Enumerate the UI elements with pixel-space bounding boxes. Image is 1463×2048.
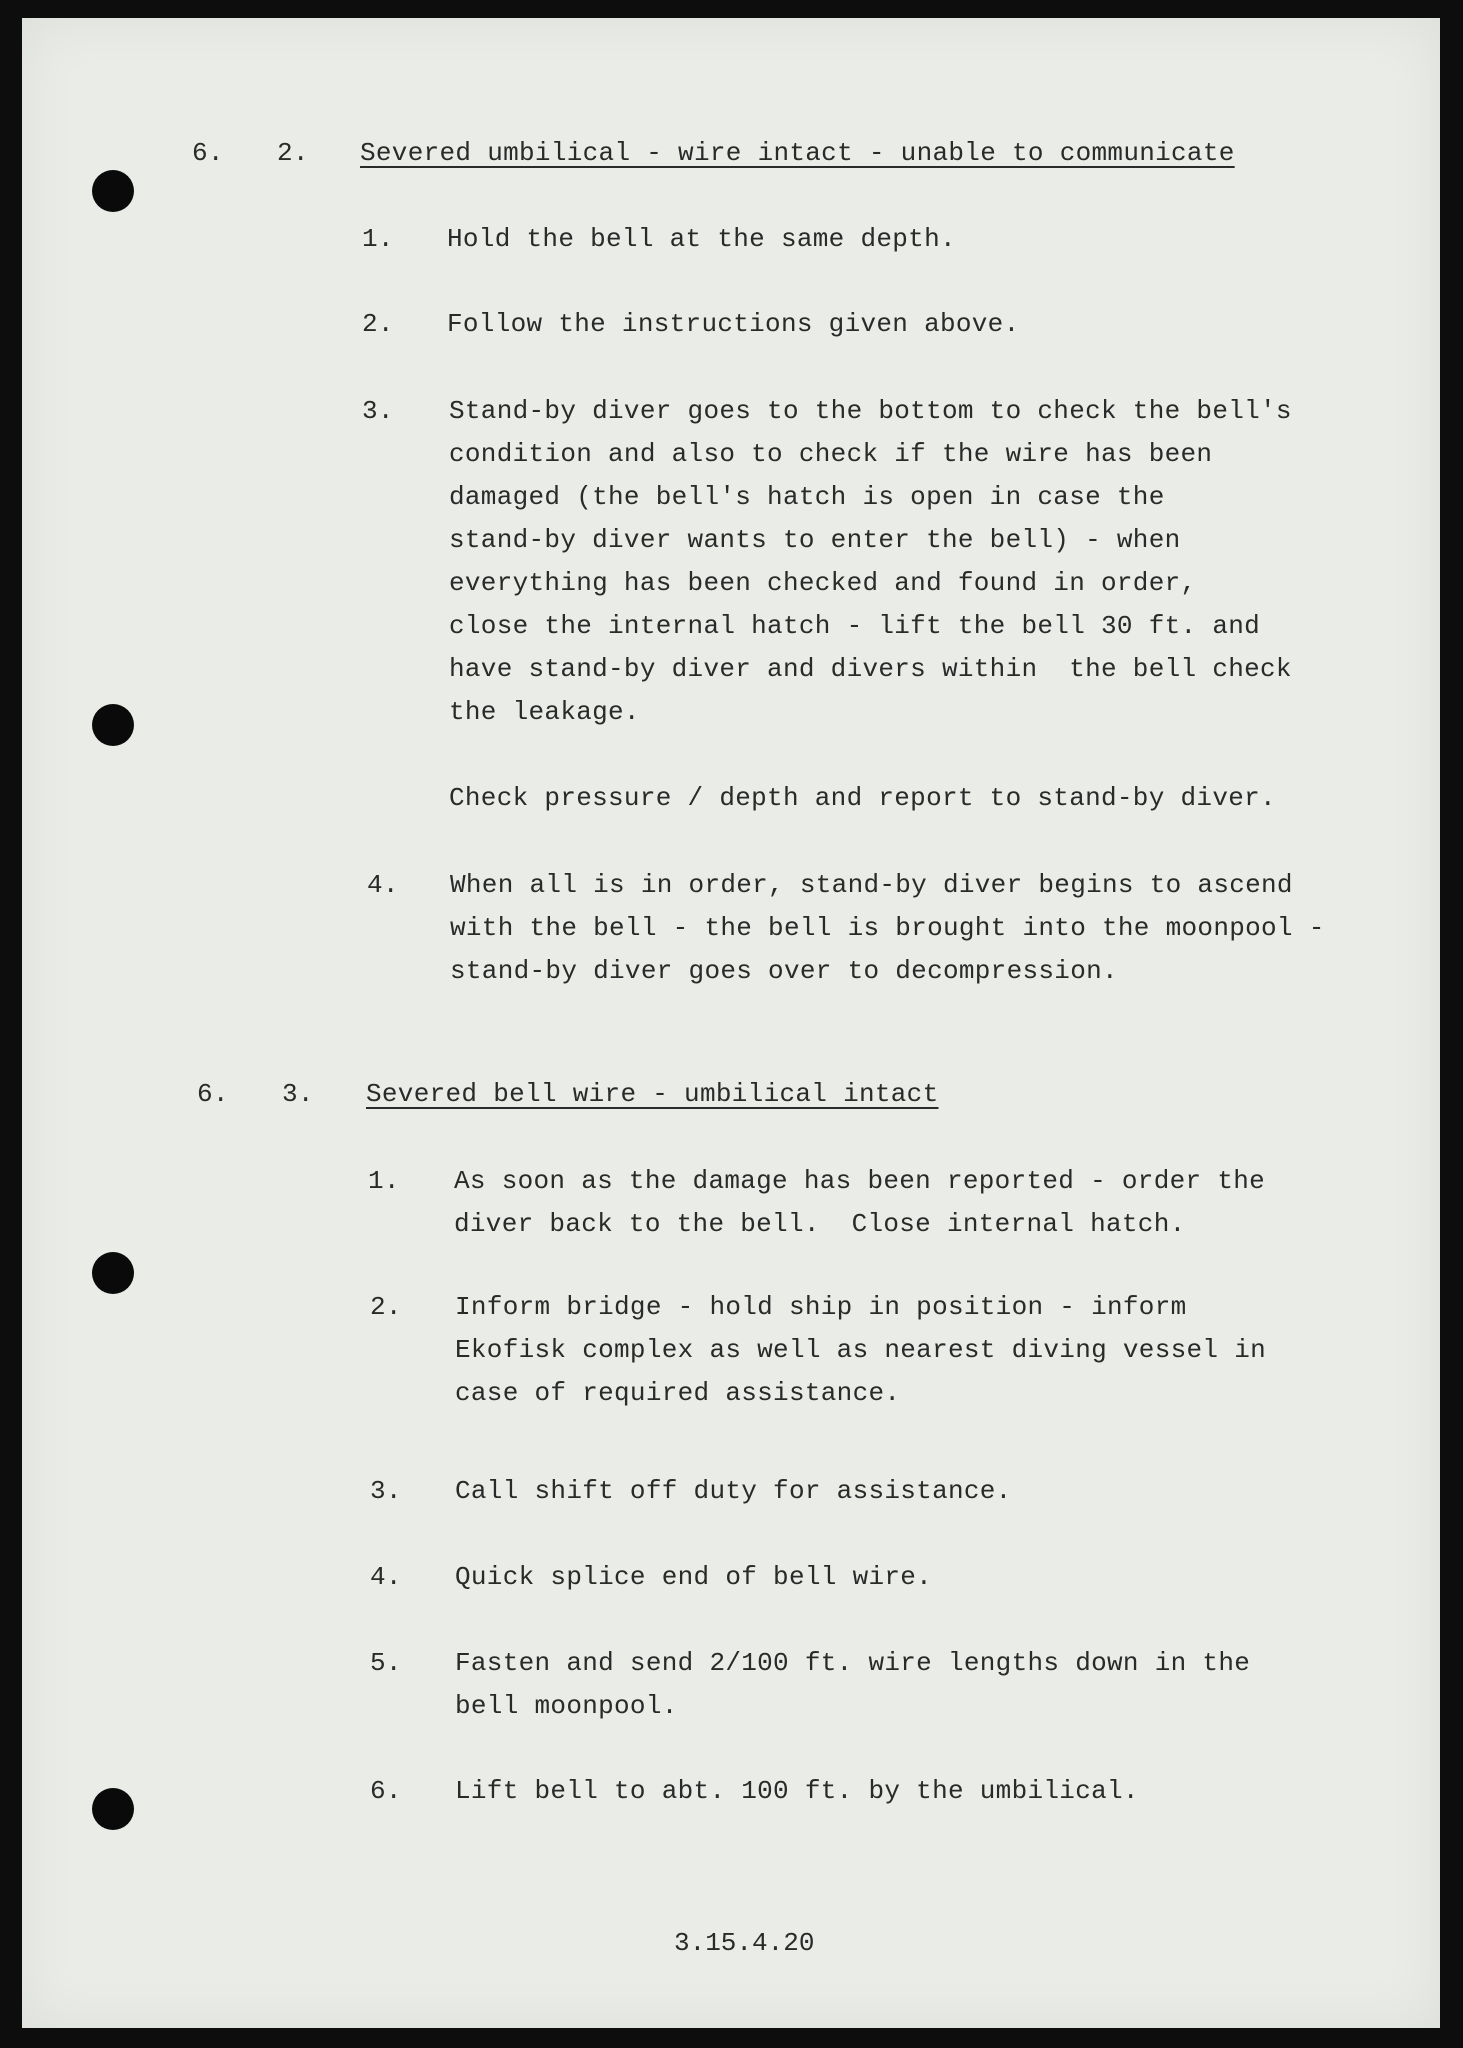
item-number: 4.	[367, 870, 399, 900]
item-text: Hold the bell at the same depth.	[447, 224, 956, 254]
item-number: 3.	[362, 396, 394, 426]
item-text: Ekofisk complex as well as nearest diving vessel in	[455, 1335, 1267, 1365]
item-text: stand-by diver goes over to decompression.	[450, 956, 1118, 986]
item-number: 1.	[362, 224, 394, 254]
punch-hole	[92, 704, 134, 746]
item-text: Follow the instructions given above.	[447, 309, 1020, 339]
item-text: As soon as the damage has been reported - order the	[454, 1166, 1266, 1196]
item-text: stand-by diver wants to enter the bell) - when	[449, 525, 1181, 555]
page-number: 3.15.4.20	[674, 1928, 815, 1958]
document-page	[22, 18, 1440, 2028]
section-heading: Severed bell wire - umbilical intact	[366, 1079, 939, 1109]
item-text: close the internal hatch - lift the bell 30 ft. and	[449, 611, 1261, 641]
punch-hole	[92, 170, 134, 212]
item-text: Inform bridge - hold ship in position - inform	[455, 1292, 1187, 1322]
item-text: Call shift off duty for assistance.	[455, 1476, 1012, 1506]
item-text: condition and also to check if the wire has been	[449, 439, 1213, 469]
item-number: 2.	[362, 309, 394, 339]
item-number: 4.	[370, 1562, 402, 1592]
item-text: Stand-by diver goes to the bottom to check the bell's	[449, 396, 1292, 426]
item-text: bell moonpool.	[455, 1691, 678, 1721]
section-number: 6.	[192, 138, 224, 168]
item-text: Lift bell to abt. 100 ft. by the umbilical.	[455, 1776, 1139, 1806]
section-number: 6.	[197, 1079, 229, 1109]
punch-hole	[92, 1788, 134, 1830]
item-text: with the bell - the bell is brought into the moonpool -	[450, 913, 1325, 943]
item-text: have stand-by diver and divers within the bell check	[449, 654, 1292, 684]
item-text: everything has been checked and found in order,	[449, 568, 1197, 598]
item-text: Check pressure / depth and report to stand-by diver.	[449, 783, 1276, 813]
item-number: 6.	[370, 1776, 402, 1806]
punch-hole	[92, 1252, 134, 1294]
item-text: Quick splice end of bell wire.	[455, 1562, 933, 1592]
subsection-number: 2.	[277, 138, 309, 168]
item-text: the leakage.	[449, 697, 640, 727]
item-text: case of required assistance.	[455, 1378, 901, 1408]
item-number: 3.	[370, 1476, 402, 1506]
item-text: Fasten and send 2/100 ft. wire lengths down in the	[455, 1648, 1251, 1678]
item-number: 1.	[368, 1166, 400, 1196]
item-text: When all is in order, stand-by diver begins to ascend	[450, 870, 1293, 900]
item-number: 5.	[370, 1648, 402, 1678]
item-text: damaged (the bell's hatch is open in case the	[449, 482, 1165, 512]
subsection-number: 3.	[282, 1079, 314, 1109]
item-number: 2.	[370, 1292, 402, 1322]
item-text: diver back to the bell. Close internal hatch.	[454, 1209, 1186, 1239]
section-heading: Severed umbilical - wire intact - unable to communicate	[360, 138, 1235, 168]
